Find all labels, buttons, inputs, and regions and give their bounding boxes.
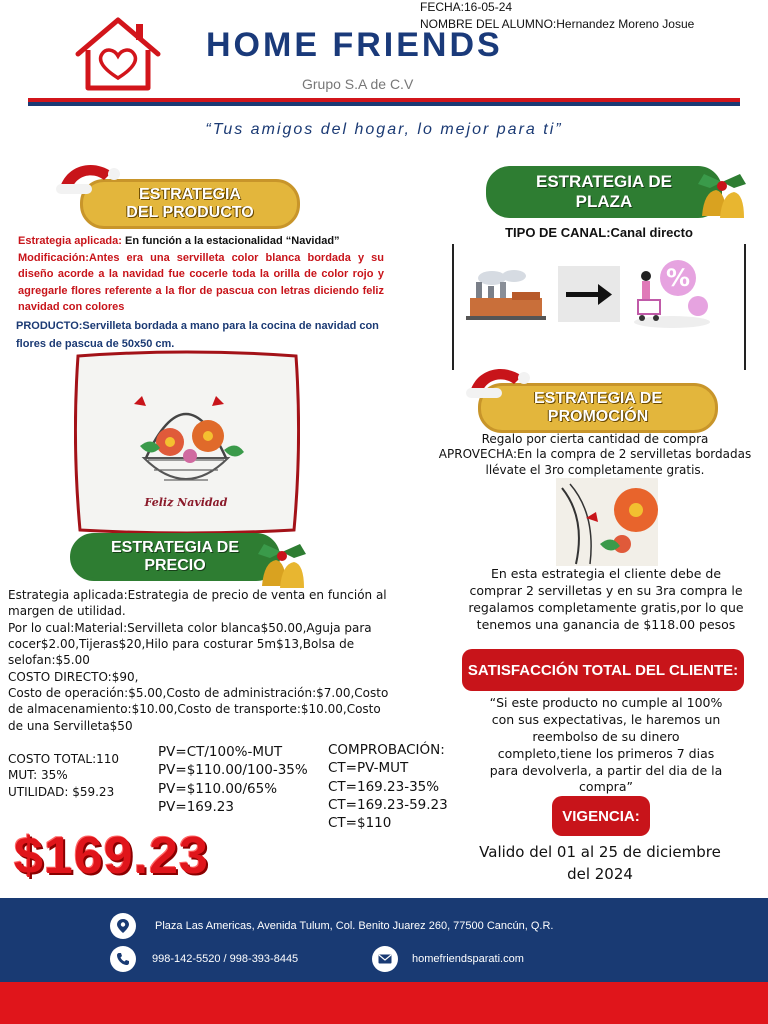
promo-line: llévate el 3ro completamente gratis.	[485, 463, 705, 477]
shopping-discount-icon	[628, 256, 712, 330]
pv-formulas	[158, 743, 328, 816]
location-pin-icon	[110, 913, 136, 939]
costo-total: COSTO TOTAL:110	[8, 752, 120, 766]
utilidad: UTILIDAD: $59.23	[8, 784, 115, 799]
banner-line: ESTRATEGIA DE	[110, 538, 239, 556]
aplicada-value: En función a la estacionalidad “Navidad”	[125, 235, 340, 247]
banner-line: PROMOCIÓN	[547, 408, 649, 425]
pv-line: PV=169.23	[158, 799, 234, 816]
modificacion-text: Modificación:Antes era una servilleta color blanca bordada y su diseño acorde a la navidad fue cocerle toda la orilla de color rojo y agregarle flores referente a la flor de pascua con letras diciendo feliz navidad con colores	[18, 251, 384, 313]
satisfaccion-quote: “Si este producto no cumple al 100% con sus expectativas, le haremos un reembolso de su dinero completo,tiene los primeros 7 dias para devolverla, a partir del dia de la compra”	[489, 695, 723, 795]
bracket-line	[452, 244, 454, 370]
footer-address: Plaza Las Americas, Avenida Tulum, Col. Benito Juarez 260, 77500 Cancún, Q.R.	[155, 920, 554, 932]
napkin-text: Feliz Navidad	[144, 496, 228, 509]
date-label: FECHA:16-05-24	[420, 0, 513, 14]
napkin-closeup-image	[556, 478, 658, 566]
vigencia-text	[460, 842, 740, 886]
precio-materiales: Por lo cual:Material:Servilleta color blanca$50.00,Aguja para cocer$2.00,Tijeras$20,Hilo para costurar 5m$13,Bolsa de selofan:$5.00	[8, 620, 372, 668]
brand-title: HOME FRIENDS	[206, 26, 503, 64]
tipo-canal: TIPO DE CANAL:Canal directo	[505, 225, 693, 240]
vigencia-title: VIGENCIA:	[552, 796, 650, 836]
napkin-image	[74, 350, 300, 534]
footer-phone[interactable]: 998-142-5520 / 998-393-8445	[152, 953, 299, 965]
santa-hat-icon	[52, 158, 122, 198]
banner-line: PLAZA	[575, 192, 633, 211]
brand-subtitle: Grupo S.A de C.V	[302, 76, 414, 92]
precio-summary	[8, 751, 158, 800]
santa-hat-icon	[462, 362, 532, 402]
comprobacion-line: CT=$110	[328, 815, 392, 832]
costo-directo: COSTO DIRECTO:$90,	[8, 669, 139, 684]
footer-website[interactable]: homefriendsparati.com	[412, 953, 524, 965]
factory-icon	[462, 268, 550, 322]
banner-estrategia-plaza	[486, 166, 722, 218]
banner-line: ESTRATEGIA	[139, 185, 241, 203]
banner-line: PRECIO	[144, 557, 206, 574]
christmas-bells-icon	[692, 172, 752, 224]
vigencia-line: del 2024	[567, 864, 633, 883]
banner-line: DEL PRODUCTO	[126, 204, 254, 221]
banner-line: ESTRATEGIA DE	[535, 172, 672, 192]
big-price: $169.23	[14, 827, 209, 885]
precio-description	[8, 587, 392, 734]
promo-description: En esta estrategia el cliente debe de comprar 2 servilletas y en su 3ra compra le regalamos completamente gratis,por lo que tenemos una ganancia de $118.00 pesos	[468, 566, 744, 632]
costos-list: Costo de operación:$5.00,Costo de administración:$7.00,Costo de almacenamiento:$10.00,Costo de transporte:$10.00,Costo de una Servilleta$50	[8, 685, 389, 733]
house-heart-logo	[72, 16, 164, 92]
arrow-right-icon	[558, 266, 620, 322]
promo-line: APROVECHA:En la compra de 2 servilletas bordadas	[438, 447, 752, 461]
mut: MUT: 35%	[8, 768, 68, 783]
comprobacion-formulas	[328, 741, 478, 833]
footer-red-band	[0, 982, 768, 1024]
pv-line: PV=$110.00/65%	[158, 780, 278, 797]
svg-text:%: %	[665, 264, 691, 292]
aplicada-label: Estrategia aplicada:	[18, 235, 125, 247]
comprobacion-line: CT=169.23-35%	[328, 778, 440, 795]
producto-line: PRODUCTO:Servilleta bordada a mano para la cocina de navidad con flores de pascua de 50x50 cm.	[16, 320, 379, 350]
precio-aplicada: Estrategia aplicada:Estrategia de precio de venta en función al margen de utilidad.	[8, 588, 387, 619]
phone-icon	[110, 946, 136, 972]
producto-description	[18, 233, 384, 316]
pv-line: PV=$110.00/100-35%	[158, 762, 308, 779]
arrow-box	[558, 266, 620, 322]
pv-line: PV=CT/100%-MUT	[158, 744, 283, 760]
comprobacion-line: CT=PV-MUT	[328, 760, 409, 777]
mail-icon	[372, 946, 398, 972]
satisfaccion-title: SATISFACCIÓN TOTAL DEL CLIENTE:	[462, 649, 744, 691]
header-divider-blue	[28, 102, 740, 106]
slogan: “Tus amigos del hogar, lo mejor para ti”	[205, 121, 563, 138]
promo-line: Regalo por cierta cantidad de compra	[481, 432, 709, 446]
banner-line: ESTRATEGIA DE	[533, 389, 662, 407]
vigencia-line: Valido del 01 al 25 de diciembre	[479, 843, 721, 861]
banner-estrategia-precio	[70, 533, 280, 581]
student-name: NOMBRE DEL ALUMNO:Hernandez Moreno Josue	[420, 17, 695, 31]
comprobacion-line: COMPROBACIÓN:	[328, 742, 445, 758]
comprobacion-line: CT=169.23-59.23	[328, 797, 448, 814]
bracket-line	[744, 244, 746, 370]
